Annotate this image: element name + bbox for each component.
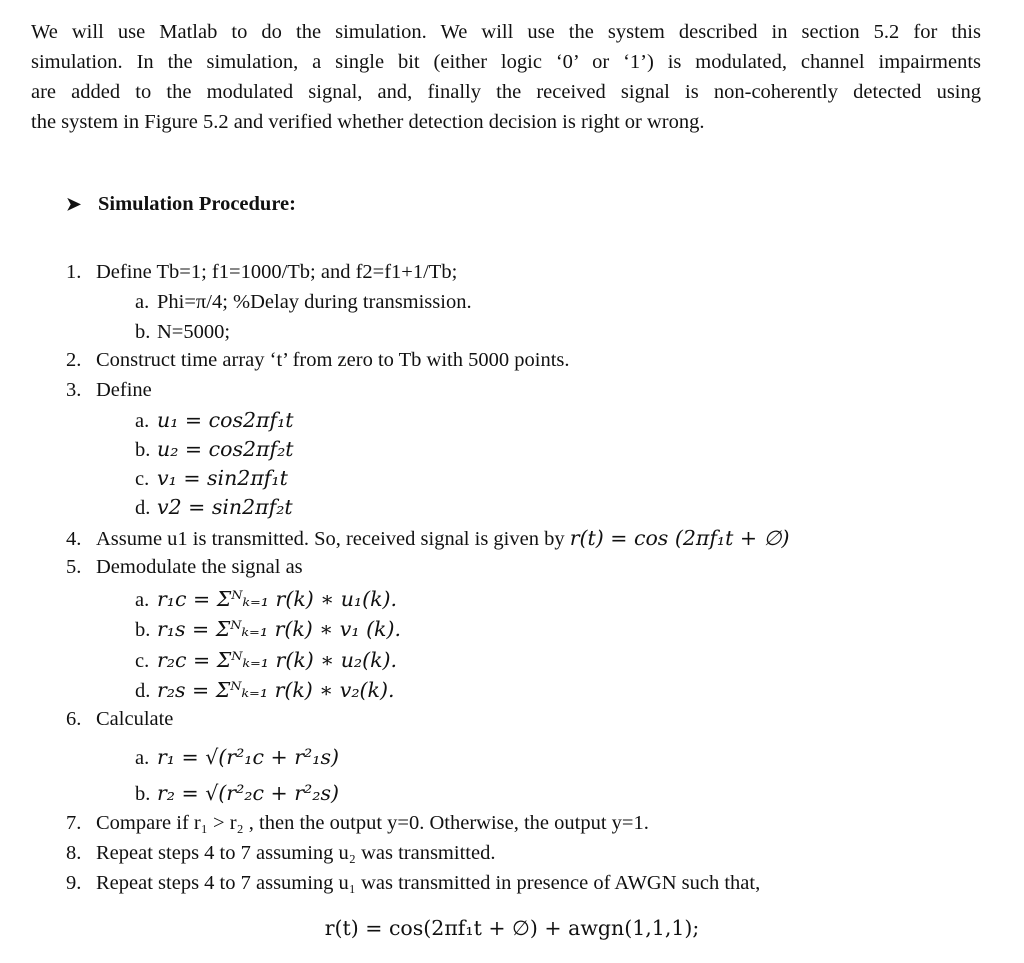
step-number: 1.	[66, 261, 82, 283]
substep-text: Phi=π/4; %Delay during transmission.	[157, 291, 472, 313]
step-6a	[135, 747, 339, 769]
substep-equation: r₂s = Σᴺₖ₌₁ r(k) ∗ v₂(k).	[157, 678, 395, 702]
substep-letter: b.	[135, 439, 151, 461]
substep-text: N=5000;	[157, 321, 231, 343]
step-5d	[135, 680, 394, 702]
step-3d	[135, 497, 293, 519]
step-text: Assume u1 is transmitted. So, received signal is given by	[96, 528, 565, 550]
substep-equation: r₂ = √(r²₂c + r²₂s)	[157, 781, 339, 805]
step-text: Define	[96, 379, 152, 401]
substep-letter: b.	[135, 321, 151, 343]
step-number: 6.	[66, 708, 82, 730]
step-1	[66, 262, 457, 283]
step-3	[66, 380, 152, 401]
step-5c	[135, 650, 397, 672]
section-heading-text: Simulation Procedure:	[98, 193, 296, 215]
section-heading	[66, 194, 296, 215]
step-1a	[135, 292, 472, 313]
step-3c	[135, 468, 288, 490]
step-text: Compare if r₁ > r₂ , then the output y=0. Otherwise, the output y=1.	[96, 812, 649, 834]
arrow-bullet-icon: ➤	[66, 194, 82, 214]
substep-letter: d.	[135, 497, 151, 519]
step-number: 3.	[66, 379, 82, 401]
step-6b	[135, 783, 339, 805]
received-signal-equation: r(t) = cos (2πf₁t + ∅)	[569, 526, 790, 550]
substep-equation: u₁ = cos2πf₁t	[157, 408, 294, 432]
substep-equation: r₂c = Σᴺₖ₌₁ r(k) ∗ u₂(k).	[157, 648, 398, 672]
intro-line-2: simulation. In the simulation, a single bit (either logic ‘0’ or ‘1’) is modulated, channel impairments	[31, 51, 981, 73]
step-text: Demodulate the signal as	[96, 556, 303, 578]
substep-equation: v2 = sin2πf₂t	[157, 495, 293, 519]
intro-line-1: We will use Matlab to do the simulation. We will use the system described in section 5.2 for this	[31, 21, 981, 43]
step-number: 5.	[66, 556, 82, 578]
step-2	[66, 350, 570, 371]
substep-equation: v₁ = sin2πf₁t	[157, 466, 288, 490]
step-text: Construct time array ‘t’ from zero to Tb with 5000 points.	[96, 349, 570, 371]
step-5b	[135, 619, 401, 641]
awgn-equation-text: r(t) = cos(2πf₁t + ∅) + awgn(1,1,1);	[324, 916, 700, 940]
step-number: 7.	[66, 812, 82, 834]
substep-letter: b.	[135, 783, 151, 805]
intro-line-4: the system in Figure 5.2 and verified whether detection decision is right or wrong.	[31, 111, 705, 133]
step-7	[66, 813, 649, 834]
substep-letter: a.	[135, 747, 150, 769]
step-number: 2.	[66, 349, 82, 371]
substep-equation: u₂ = cos2πf₂t	[157, 437, 294, 461]
step-number: 9.	[66, 872, 82, 894]
step-5	[66, 557, 303, 578]
substep-equation: r₁ = √(r²₁c + r²₁s)	[157, 745, 339, 769]
step-number: 8.	[66, 842, 82, 864]
substep-letter: a.	[135, 589, 150, 611]
substep-letter: a.	[135, 410, 150, 432]
step-8	[66, 843, 495, 864]
substep-letter: c.	[135, 650, 150, 672]
substep-letter: b.	[135, 619, 151, 641]
step-9	[66, 873, 760, 894]
intro-line-3: are added to the modulated signal, and, finally the received signal is non-coherently detected using	[31, 81, 981, 103]
step-3a	[135, 410, 294, 432]
substep-equation: r₁s = Σᴺₖ₌₁ r(k) ∗ v₁ (k).	[157, 617, 401, 641]
substep-letter: d.	[135, 680, 151, 702]
step-3b	[135, 439, 294, 461]
step-number: 4.	[66, 528, 82, 550]
substep-letter: a.	[135, 291, 150, 313]
substep-letter: c.	[135, 468, 150, 490]
substep-equation: r₁c = Σᴺₖ₌₁ r(k) ∗ u₁(k).	[157, 587, 398, 611]
step-1b	[135, 322, 230, 343]
step-6	[66, 709, 173, 730]
step-text: Repeat steps 4 to 7 assuming u₁ was transmitted in presence of AWGN such that,	[96, 872, 761, 894]
step-4	[66, 528, 789, 550]
step-text: Repeat steps 4 to 7 assuming u₂ was transmitted.	[96, 842, 496, 864]
step-5a	[135, 589, 397, 611]
step-text: Calculate	[96, 708, 174, 730]
step-text: Define Tb=1; f1=1000/Tb; and f2=f1+1/Tb;	[96, 261, 458, 283]
awgn-equation	[0, 916, 1024, 941]
